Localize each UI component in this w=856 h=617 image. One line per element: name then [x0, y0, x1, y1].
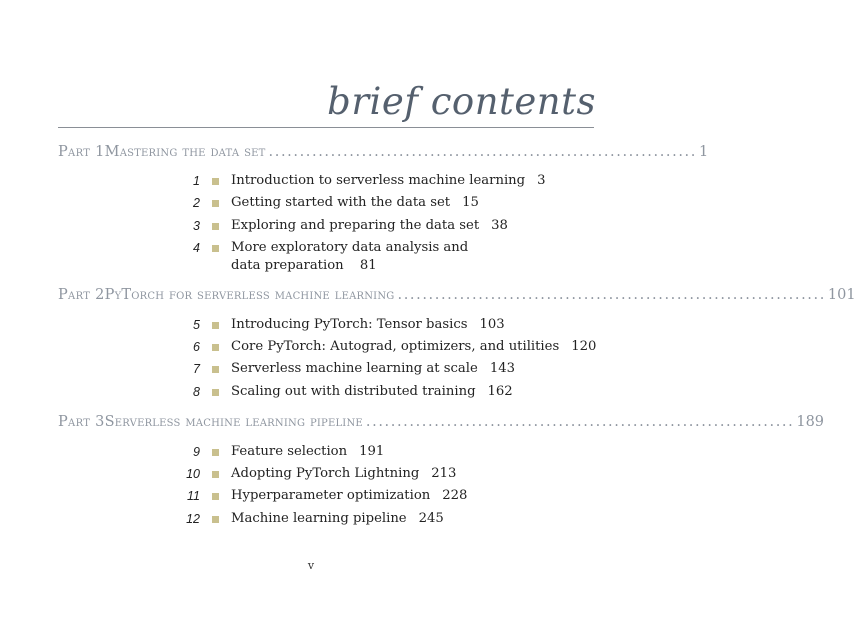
chapter-title: Serverless machine learning at scale	[231, 361, 478, 376]
chapter-number: 1	[193, 174, 200, 188]
square-bullet-icon	[212, 471, 219, 478]
chapter-title-line-2: data preparation	[231, 258, 344, 273]
chapter-title: Introducing PyTorch: Tensor basics	[231, 317, 468, 332]
page-title: brief contents	[327, 80, 596, 123]
chapter-entry-1[interactable]	[180, 172, 600, 190]
part-heading-2[interactable]	[58, 287, 856, 303]
square-bullet-icon	[212, 516, 219, 523]
page-number: v	[307, 559, 315, 572]
square-bullet-icon	[212, 366, 219, 373]
chapter-number: 11	[187, 489, 200, 503]
dot-leader: .....................................................................	[268, 144, 697, 160]
part-title: Mastering the data set	[104, 144, 266, 160]
square-bullet-icon	[212, 389, 219, 396]
chapter-entry-12[interactable]	[180, 510, 600, 528]
chapter-page: 162	[487, 384, 513, 399]
chapter-entry-7[interactable]	[180, 360, 600, 378]
chapter-page: 191	[359, 444, 385, 459]
square-bullet-icon	[212, 178, 219, 185]
chapter-title-line-1: More exploratory data analysis and	[231, 240, 469, 255]
chapter-page: 3	[537, 173, 546, 188]
chapter-number: 3	[193, 219, 200, 233]
chapter-title: Adopting PyTorch Lightning	[231, 466, 420, 481]
chapter-entry-10[interactable]	[180, 465, 600, 483]
chapter-number: 2	[193, 196, 200, 210]
part-title: Serverless machine learning pipeline	[104, 414, 363, 430]
chapter-page: 81	[359, 258, 377, 273]
chapter-title: Core PyTorch: Autograd, optimizers, and utilities	[231, 339, 560, 354]
square-bullet-icon	[212, 200, 219, 207]
chapter-title	[231, 239, 468, 275]
chapter-page: 120	[571, 339, 597, 354]
chapter-page: 15	[462, 195, 479, 210]
chapter-number: 10	[186, 467, 200, 481]
chapter-number: 7	[193, 362, 200, 376]
part-heading-1[interactable]	[58, 144, 709, 160]
chapter-title: Scaling out with distributed training	[231, 384, 476, 399]
chapter-number: 12	[186, 512, 200, 526]
chapter-page: 213	[431, 466, 457, 481]
title-rule	[58, 127, 594, 128]
chapter-entry-4[interactable]	[180, 239, 600, 275]
chapter-title: Getting started with the data set	[231, 195, 451, 210]
chapter-number: 9	[193, 445, 200, 459]
chapter-title: Machine learning pipeline	[231, 511, 407, 526]
part-title: PyTorch for serverless machine learning	[104, 287, 395, 303]
part-label: Part 2	[58, 287, 105, 303]
chapter-number: 8	[193, 385, 200, 399]
chapter-title: Hyperparameter optimization	[231, 488, 431, 503]
chapter-title: Exploring and preparing the data set	[231, 218, 480, 233]
chapter-page: 103	[479, 317, 505, 332]
chapter-page: 38	[491, 218, 508, 233]
square-bullet-icon	[212, 344, 219, 351]
chapter-number: 6	[193, 340, 200, 354]
chapter-entry-5[interactable]	[180, 316, 600, 334]
dot-leader: .....................................................................	[365, 414, 795, 430]
part-page: 1	[698, 144, 709, 160]
chapter-page: 245	[418, 511, 444, 526]
chapter-entry-6[interactable]	[180, 338, 600, 356]
square-bullet-icon	[212, 449, 219, 456]
part-page: 101	[827, 287, 856, 303]
chapter-page: 228	[442, 488, 468, 503]
chapter-entry-9[interactable]	[180, 443, 600, 461]
square-bullet-icon	[212, 493, 219, 500]
square-bullet-icon	[212, 245, 219, 252]
chapter-title: Feature selection	[231, 444, 348, 459]
chapter-entry-3[interactable]	[180, 217, 600, 235]
part-page: 189	[796, 414, 825, 430]
square-bullet-icon	[212, 322, 219, 329]
chapter-title: Introduction to serverless machine learning	[231, 173, 526, 188]
chapter-page: 143	[489, 361, 515, 376]
chapter-entry-11[interactable]	[180, 487, 600, 505]
square-bullet-icon	[212, 223, 219, 230]
part-label: Part 3	[58, 414, 105, 430]
chapter-entry-8[interactable]	[180, 383, 600, 401]
chapter-entry-2[interactable]	[180, 194, 600, 212]
dot-leader: .....................................................................	[397, 287, 826, 303]
chapter-number: 5	[193, 318, 200, 332]
chapter-number: 4	[193, 241, 200, 255]
part-label: Part 1	[58, 144, 105, 160]
part-heading-3[interactable]	[58, 414, 825, 430]
